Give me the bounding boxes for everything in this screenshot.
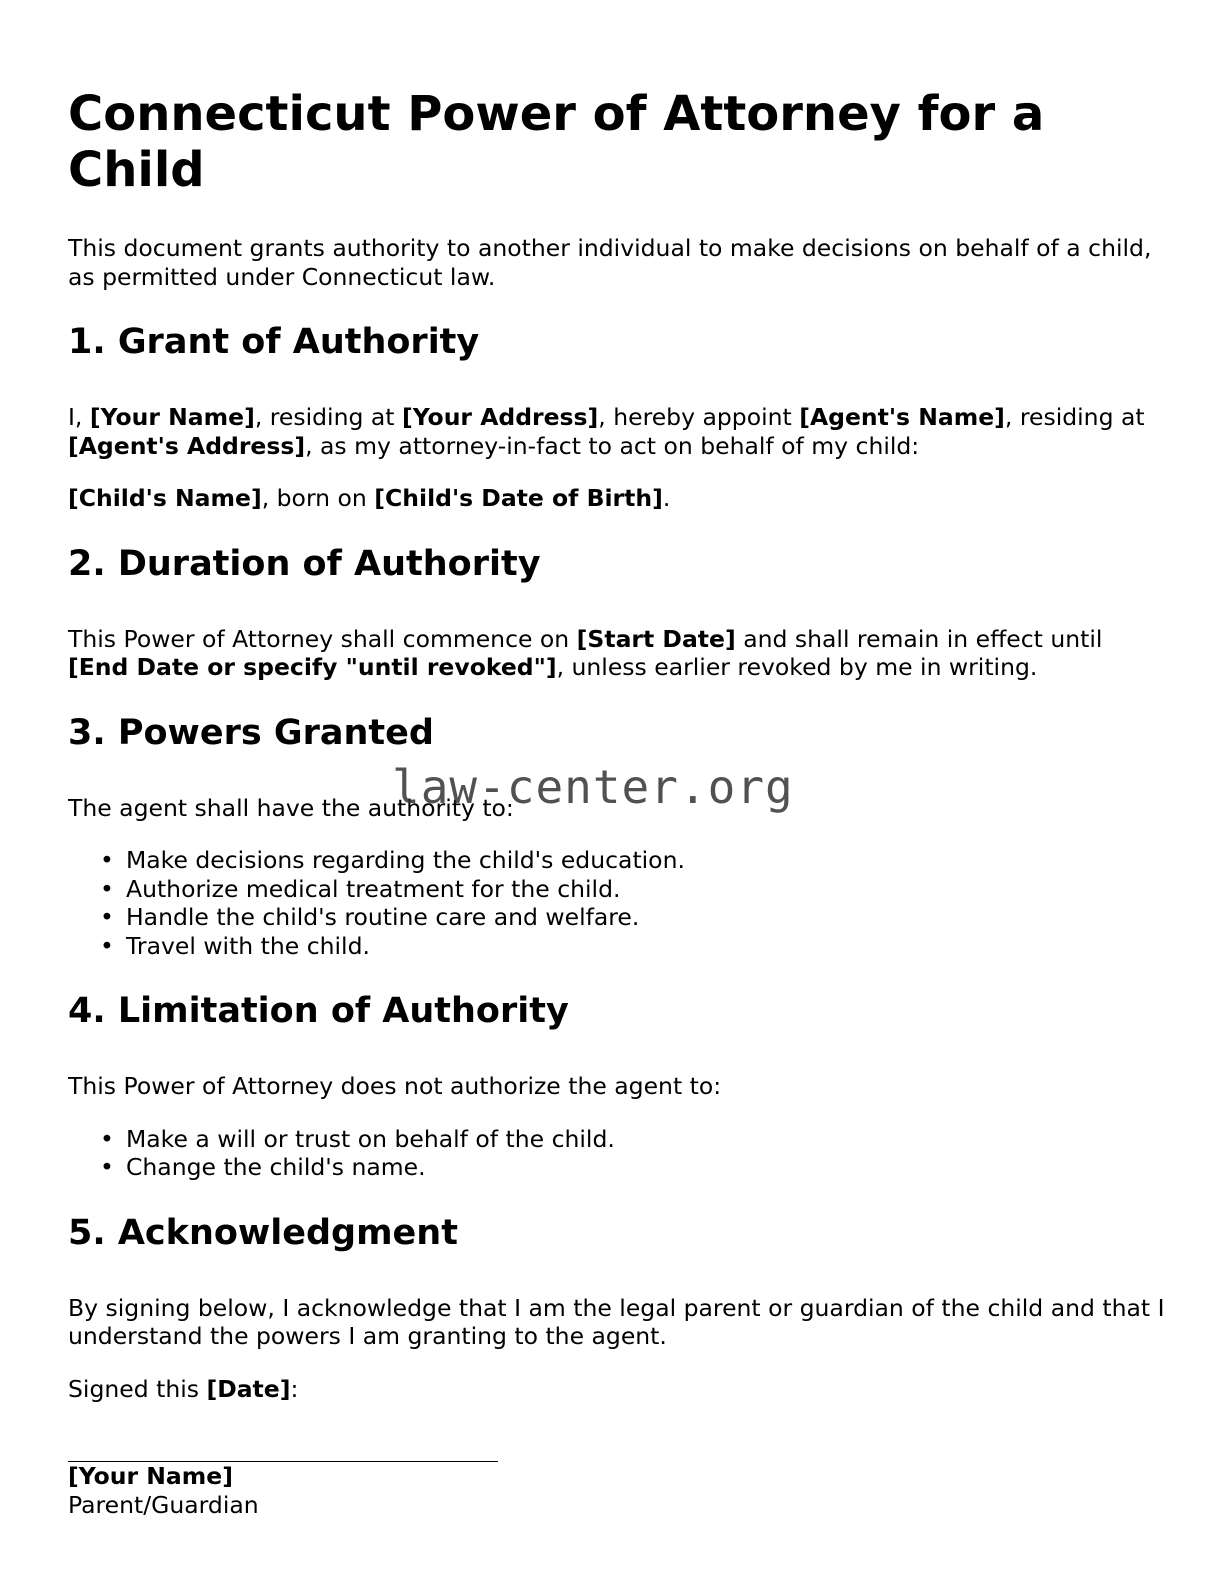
limitation-intro: This Power of Attorney does not authorize the agent to: [68, 1072, 722, 1100]
grant-paragraph: I, [Your Name], residing at [Your Address], hereby appoint [Agent's Name], residing at [Agent's Address], as my attorney-in-fact to act on behalf of my child: [68, 403, 1145, 460]
powers-intro: The agent shall have the authority to: [68, 793, 514, 822]
list-item: • Authorize medical treatment for the child. [100, 874, 621, 903]
document-title: Connecticut Power of Attorney for a Child [68, 86, 1045, 198]
field-child-dob: [Child's Date of Birth] [374, 484, 663, 512]
field-child-name: [Child's Name] [68, 484, 262, 512]
field-date: [Date] [206, 1374, 291, 1403]
signer-role: Parent/Guardian [68, 1490, 259, 1519]
field-your-name: [Your Name] [89, 403, 255, 431]
list-item: • Change the child's name. [100, 1153, 426, 1181]
section-heading-powers: 3. Powers Granted [68, 712, 434, 753]
powers-list [68, 846, 1168, 960]
child-paragraph: [Child's Name], born on [Child's Date of Birth]. [68, 484, 671, 512]
field-end-date: [End Date or specify "until revoked"] [68, 653, 557, 681]
limitation-list [68, 1125, 1168, 1182]
field-agent-name: [Agent's Name] [799, 403, 1005, 431]
list-item: • Make a will or trust on behalf of the child. [100, 1124, 615, 1153]
list-item: • Handle the child's routine care and welfare. [100, 903, 640, 931]
field-start-date: [Start Date] [576, 624, 736, 653]
section-heading-duration: 2. Duration of Authority [68, 543, 541, 584]
section-heading-limitation: 4. Limitation of Authority [68, 991, 569, 1031]
intro-paragraph: This document grants authority to another individual to make decisions on behalf of a child, as permitted under Connecticut law. [68, 234, 1152, 291]
signed-line: Signed this [Date]: [68, 1374, 299, 1403]
watermark: law-center.org [392, 760, 794, 814]
section-heading-grant: 1. Grant of Authority [68, 322, 480, 362]
list-item: • Travel with the child. [100, 931, 370, 960]
duration-paragraph: This Power of Attorney shall commence on [Start Date] and shall remain in effect until [End Date or specify "until revoked"], unless earlier revoked by me in writing. [68, 624, 1103, 681]
list-item: • Make decisions regarding the child's education. [100, 846, 685, 874]
signer-name: [Your Name] [68, 1462, 233, 1490]
field-your-address: [Your Address] [401, 403, 599, 431]
acknowledgment-paragraph: By signing below, I acknowledge that I am the legal parent or guardian of the child and that I understand the powers I am granting to the agent. [68, 1293, 1165, 1350]
field-agent-address: [Agent's Address] [68, 431, 306, 460]
section-heading-acknowledgment: 5. Acknowledgment [68, 1212, 458, 1253]
